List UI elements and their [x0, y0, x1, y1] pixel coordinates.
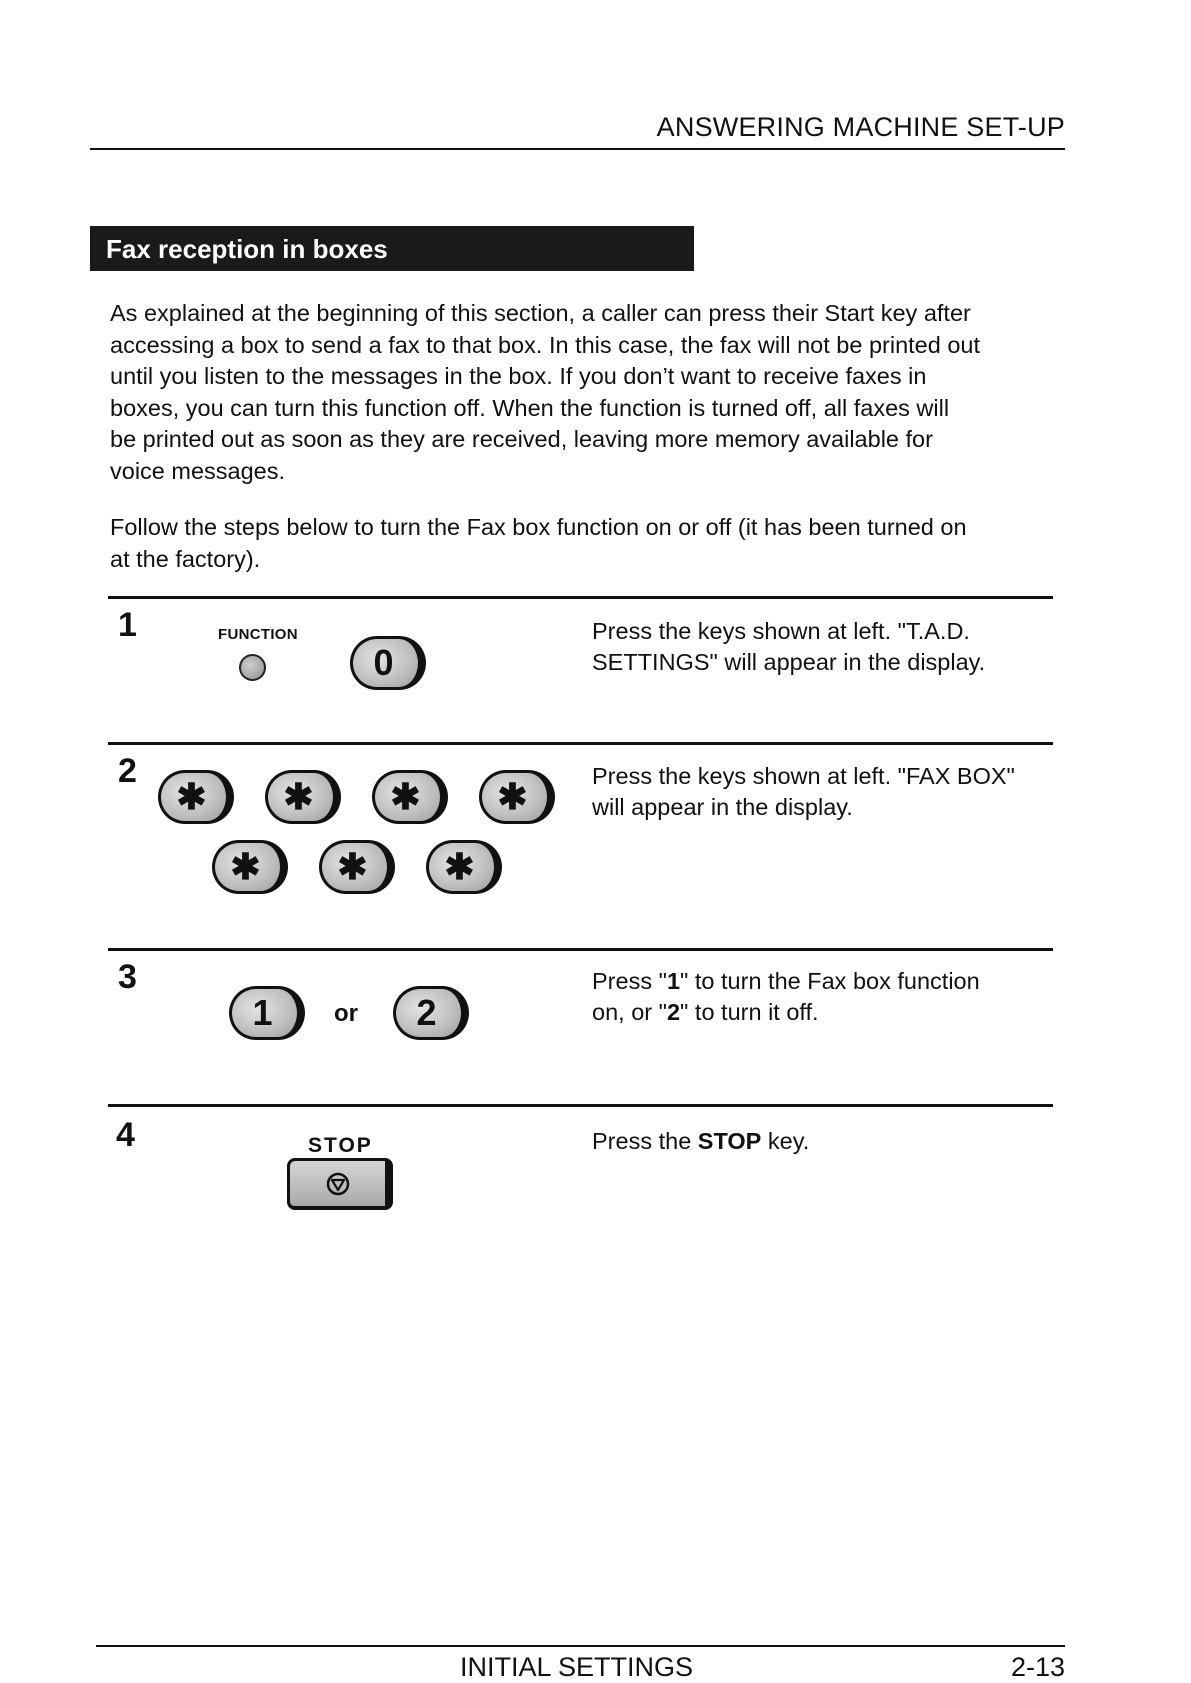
- header-rule: [90, 148, 1065, 150]
- paragraph-line: voice messages.: [110, 457, 286, 484]
- step-3-rule: [108, 948, 1053, 951]
- step-4-description: Press the STOP key.: [592, 1128, 810, 1154]
- stop-key-label: STOP: [308, 1134, 373, 1157]
- paragraph-line: boxes, you can turn this function off. When the function is turned off, all faxes will: [110, 394, 950, 421]
- key-1-icon: 1: [229, 986, 305, 1040]
- step-2-description: Press the keys shown at left. "FAX BOX" will appear in the display.: [592, 763, 1015, 820]
- paragraph-line: Follow the steps below to turn the Fax box function on or off (it has been turned on: [110, 514, 967, 540]
- or-label: or: [334, 1000, 358, 1027]
- paragraph-line: accessing a box to send a fax to that box. In this case, the fax will not be printed out: [110, 331, 981, 358]
- section-heading-bar: [90, 226, 694, 271]
- page-number: 2-13: [1010, 1652, 1065, 1682]
- key-0-icon: 0: [350, 636, 426, 690]
- footer-section-name: INITIAL SETTINGS: [460, 1652, 694, 1682]
- stop-key-icon: [287, 1158, 393, 1210]
- star-key-icon: ✱: [319, 840, 395, 894]
- section-title: Fax reception in boxes: [106, 234, 388, 264]
- intro-paragraph: [110, 298, 1060, 487]
- step-2-number: 2: [118, 752, 137, 790]
- paragraph-line: As explained at the beginning of this section, a caller can press their Start key after: [110, 300, 971, 326]
- step-3-number: 3: [118, 958, 137, 996]
- star-key-icon: ✱: [372, 770, 448, 824]
- paragraph-line: at the factory).: [110, 545, 261, 572]
- step-4-rule: [108, 1104, 1053, 1107]
- key-2-icon: 2: [393, 986, 469, 1040]
- step-1-number: 1: [118, 606, 137, 644]
- star-key-icon: ✱: [158, 770, 234, 824]
- function-key-icon: [239, 654, 266, 681]
- star-key-icon: ✱: [426, 840, 502, 894]
- star-key-icon: ✱: [212, 840, 288, 894]
- running-header: ANSWERING MACHINE SET-UP: [656, 112, 1065, 142]
- footer-rule: [96, 1645, 1065, 1647]
- step-1-rule: [108, 596, 1053, 599]
- paragraph-line: be printed out as soon as they are received, leaving more memory available for: [110, 426, 933, 452]
- star-key-icon: ✱: [479, 770, 555, 824]
- star-key-icon: ✱: [265, 770, 341, 824]
- paragraph-line: until you listen to the messages in the box. If you don’t want to receive faxes in: [110, 363, 927, 389]
- step-2-rule: [108, 742, 1053, 745]
- step-4-number: 4: [116, 1116, 135, 1154]
- stop-symbol-icon: [325, 1171, 351, 1197]
- function-key-label: FUNCTION: [218, 626, 298, 643]
- step-1-description: Press the keys shown at left. "T.A.D. SETTINGS" will appear in the display.: [592, 618, 986, 675]
- instructions-paragraph: [110, 512, 1060, 575]
- step-3-description: Press "1" to turn the Fax box function on, or "2" to turn it off.: [592, 968, 980, 1025]
